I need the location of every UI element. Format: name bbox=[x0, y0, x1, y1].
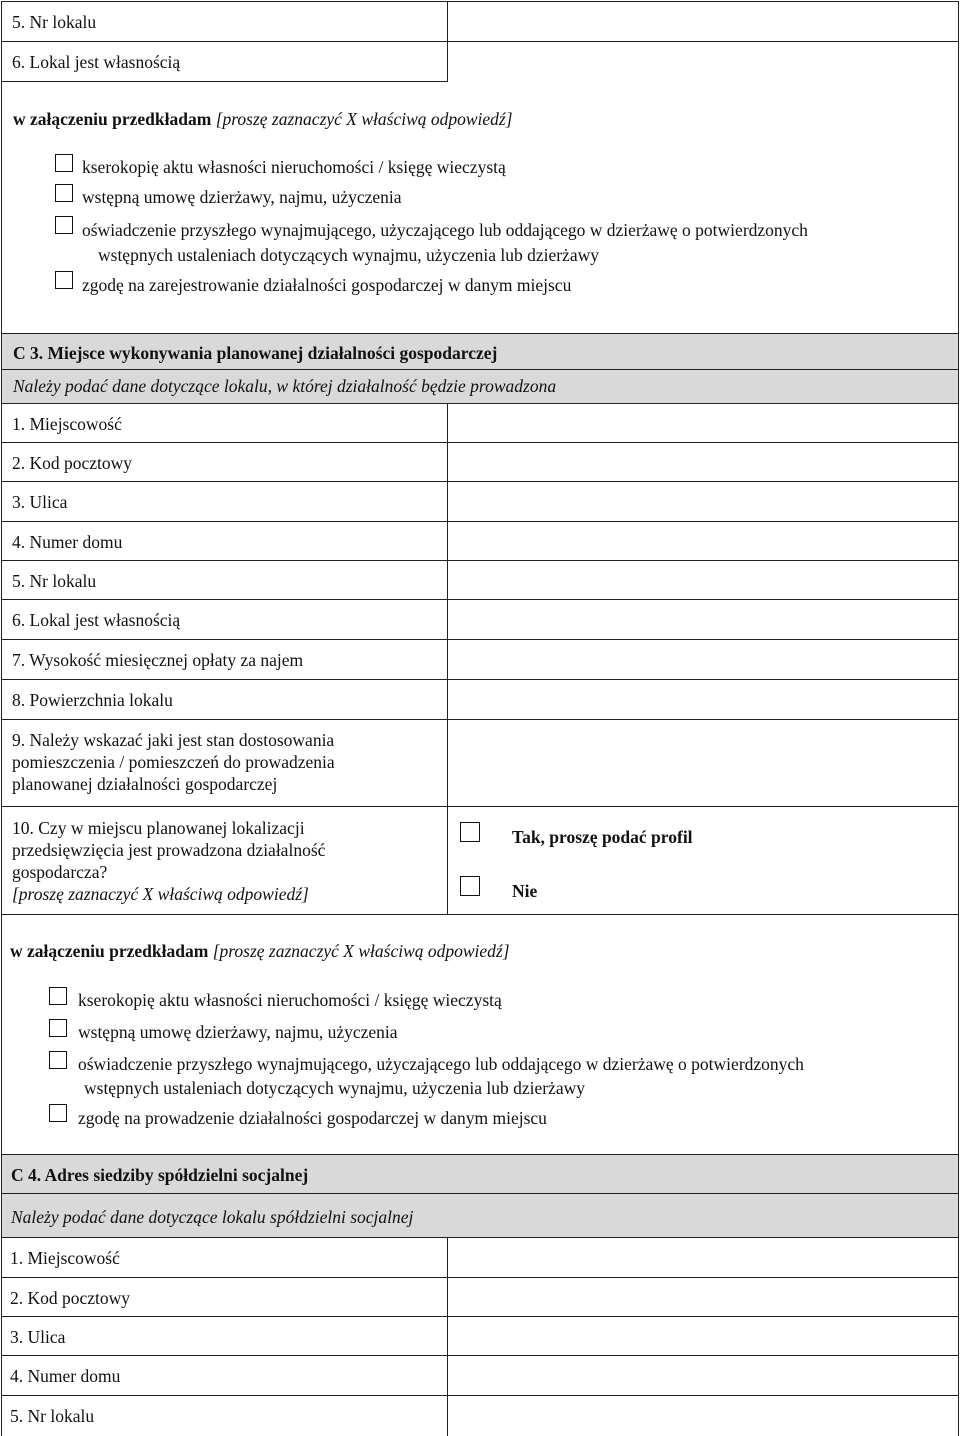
section-note: Należy podać dane dotyczące lokalu spółdzielni socjalnej bbox=[11, 1207, 414, 1227]
section-title: C 3. Miejsce wykonywania planowanej działalności gospodarczej bbox=[13, 343, 498, 363]
attachments-heading-hint: [proszę zaznaczyć X właściwą odpowiedź] bbox=[215, 109, 513, 129]
checkbox[interactable] bbox=[55, 216, 73, 234]
option-label: zgodę na prowadzenie działalności gospodarczej w danym miejscu bbox=[78, 1108, 547, 1128]
field-label-line: 9. Należy wskazać jaki jest stan dostosowania bbox=[12, 730, 335, 750]
field-label-cell bbox=[2, 640, 448, 679]
option-label: kserokopię aktu własności nieruchomości / księgę wieczystą bbox=[82, 157, 506, 177]
row-c4-kod-pocztowy bbox=[2, 1278, 958, 1317]
option-label: kserokopię aktu własności nieruchomości / księgę wieczystą bbox=[78, 990, 502, 1010]
no-label: Nie bbox=[512, 881, 538, 901]
option-label-continued: wstępnych ustaleniach dotyczących wynajmu, użyczenia lub dzierżawy bbox=[84, 1078, 585, 1098]
field-label: 3. Ulica bbox=[12, 492, 68, 512]
yes-label: Tak, proszę podać profil bbox=[512, 827, 693, 847]
field-label: 7. Wysokość miesięcznej opłaty za najem bbox=[12, 650, 304, 670]
option-label: oświadczenie przyszłego wynajmującego, użyczającego lub oddającego w dzierżawę o potwierdzonych bbox=[78, 1054, 804, 1074]
field-label-cell bbox=[2, 404, 448, 442]
attachments-heading-bold: w załączeniu przedkładam bbox=[13, 109, 212, 129]
field-label: 8. Powierzchnia lokalu bbox=[12, 690, 173, 710]
field-label-line: przedsięwzięcia jest prowadzona działalność bbox=[12, 840, 326, 860]
checkbox-no[interactable] bbox=[460, 876, 480, 896]
field-label-line: pomieszczenia / pomieszczeń do prowadzenia bbox=[12, 752, 335, 772]
field-label: 6. Lokal jest własnością bbox=[12, 610, 181, 630]
checkbox[interactable] bbox=[49, 1051, 67, 1069]
row-dzialalnosc-prowadzona bbox=[2, 807, 958, 915]
row-powierzchnia bbox=[2, 680, 958, 720]
row-nr-lokalu-top bbox=[2, 2, 958, 42]
row-c4-miejscowosc bbox=[2, 1238, 958, 1278]
field-label: 5. Nr lokalu bbox=[12, 12, 97, 32]
row-kod-pocztowy bbox=[2, 443, 958, 482]
field-label-cell bbox=[2, 807, 448, 914]
field-label: 5. Nr lokalu bbox=[12, 571, 97, 591]
field-label-cell bbox=[2, 1278, 448, 1316]
field-label-line: gospodarcza? bbox=[12, 862, 108, 882]
attachments-heading bbox=[13, 108, 513, 130]
field-label: 4. Numer domu bbox=[10, 1366, 121, 1386]
field-label-cell bbox=[2, 2, 448, 41]
row-nr-lokalu bbox=[2, 561, 958, 600]
row-oplata-najem bbox=[2, 640, 958, 680]
row-c4-ulica bbox=[2, 1317, 958, 1356]
field-label-cell bbox=[2, 561, 448, 599]
field-label: 3. Ulica bbox=[10, 1327, 66, 1347]
field-label-cell bbox=[2, 680, 448, 719]
field-label-cell bbox=[2, 42, 448, 82]
option-label: zgodę na zarejestrowanie działalności gospodarczej w danym miejscu bbox=[82, 275, 572, 295]
row-c4-nr-lokalu bbox=[2, 1396, 958, 1436]
option-label-continued: wstępnych ustaleniach dotyczących wynajmu, użyczenia lub dzierżawy bbox=[98, 245, 599, 265]
row-miejscowosc bbox=[2, 404, 958, 443]
checkbox[interactable] bbox=[55, 184, 73, 202]
field-label-cell bbox=[2, 1356, 448, 1395]
attachments-block-c3 bbox=[2, 915, 958, 1155]
application-form bbox=[1, 1, 959, 1436]
field-label-cell bbox=[2, 720, 448, 806]
checkbox[interactable] bbox=[49, 987, 67, 1005]
section-c3-header bbox=[2, 334, 958, 370]
row-c4-numer-domu bbox=[2, 1356, 958, 1396]
field-label-cell bbox=[2, 1317, 448, 1355]
checkbox[interactable] bbox=[55, 271, 73, 289]
field-label-cell bbox=[2, 1396, 448, 1436]
section-note: Należy podać dane dotyczące lokalu, w której działalność będzie prowadzona bbox=[13, 376, 557, 396]
checkbox[interactable] bbox=[49, 1104, 67, 1122]
field-label-line: 10. Czy w miejscu planowanej lokalizacji bbox=[12, 818, 305, 838]
row-stan-dostosowania bbox=[2, 720, 958, 807]
attachments-heading-bold: w załączeniu przedkładam bbox=[10, 941, 209, 961]
attachments-heading bbox=[10, 940, 510, 962]
attachments-heading-hint: [proszę zaznaczyć X właściwą odpowiedź] bbox=[212, 941, 510, 961]
option-label: wstępną umowę dzierżawy, najmu, użyczenia bbox=[78, 1022, 398, 1042]
section-c4-note bbox=[2, 1194, 958, 1238]
row-ulica bbox=[2, 482, 958, 522]
field-hint: [proszę zaznaczyć X właściwą odpowiedź] bbox=[12, 884, 309, 904]
row-lokal-wlasnoscia bbox=[2, 600, 958, 640]
field-label-line: planowanej działalności gospodarczej bbox=[12, 774, 278, 794]
row-numer-domu bbox=[2, 522, 958, 561]
field-label: 6. Lokal jest własnością bbox=[12, 52, 181, 72]
section-c3-note bbox=[2, 370, 958, 404]
section-title: C 4. Adres siedziby spółdzielni socjalnej bbox=[11, 1165, 309, 1185]
field-label: 2. Kod pocztowy bbox=[10, 1288, 131, 1308]
checkbox[interactable] bbox=[49, 1019, 67, 1037]
field-label-cell bbox=[2, 482, 448, 521]
option-label: wstępną umowę dzierżawy, najmu, użyczenia bbox=[82, 187, 402, 207]
field-label-cell bbox=[2, 600, 448, 639]
field-label-cell bbox=[2, 1238, 448, 1277]
attachments-block-top bbox=[2, 82, 958, 334]
section-c4-header bbox=[2, 1155, 958, 1194]
checkbox[interactable] bbox=[55, 154, 73, 172]
field-label: 1. Miejscowość bbox=[12, 414, 122, 434]
checkbox-yes[interactable] bbox=[460, 822, 480, 842]
field-label: 4. Numer domu bbox=[12, 532, 123, 552]
field-label-cell bbox=[2, 443, 448, 481]
field-label-cell bbox=[2, 522, 448, 560]
option-label: oświadczenie przyszłego wynajmującego, użyczającego lub oddającego w dzierżawę o potwierdzonych bbox=[82, 220, 808, 240]
field-label: 2. Kod pocztowy bbox=[12, 453, 133, 473]
field-label: 1. Miejscowość bbox=[10, 1248, 120, 1268]
row-lokal-wlasnoscia-top bbox=[2, 42, 958, 82]
field-label: 5. Nr lokalu bbox=[10, 1406, 95, 1426]
